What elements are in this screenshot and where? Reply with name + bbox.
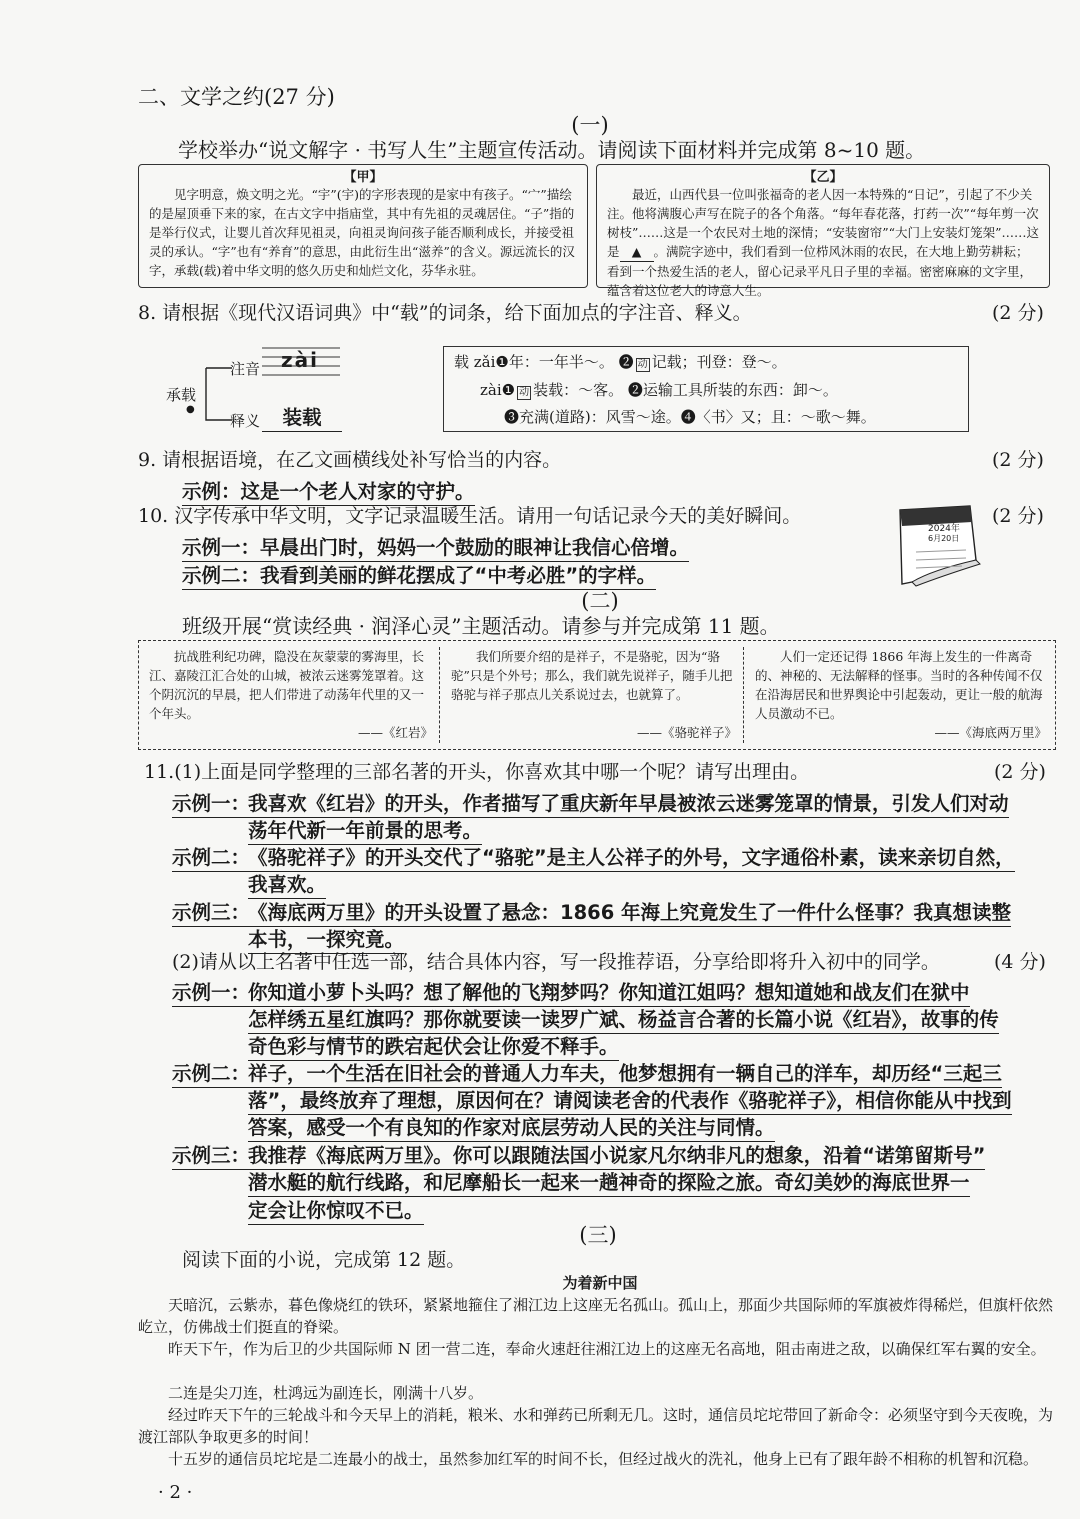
calendar-date: 6月20日 <box>928 534 960 543</box>
q11-p1-example2-label: 示例二： <box>172 842 250 872</box>
q11-p2-example1-line2: 怎样绣五星红旗吗？那你就要读一读罗广斌、杨益言合著的长篇小说《红岩》，故事的传 <box>248 1004 999 1034</box>
q10-example-1: 示例一：早晨出门时，妈妈一个鼓励的眼神让我信心倍增。 <box>182 532 689 562</box>
section-title: 二、文学之约(27 分) <box>138 85 335 109</box>
story-paragraph-4: 经过昨天下午的三轮战斗和今天早上的消耗，粮米、水和弹药已所剩无几。这时，通信员坨坨带回了新命令：必须坚守到今天夜晚，为渡江部队争取更多的时间！ <box>138 1406 1054 1446</box>
material-yi-text <box>607 185 1041 300</box>
q11-p2-example2-line3: 答案，感受一个有良知的作家对底层劳动人民的关注与同情。 <box>248 1112 775 1142</box>
q11-p2-example3-line2: 潜水艇的航行线路，和尼摩船长一起来一趟神奇的探险之旅。奇幻美妙的海底世界一 <box>248 1167 970 1197</box>
q11-part1-text: 11.(1)上面是同学整理的三部名著的开头，你喜欢其中哪一个呢？请写出理由。 <box>144 761 810 783</box>
divider <box>439 647 441 743</box>
excerpt-hongyan-source: ——《红岩》 <box>357 725 433 740</box>
dict-line-1: 载 zǎi❶年：一年半～。 ❷ 动 记载；刊登：登～。 <box>454 353 787 371</box>
excerpt-haidi: 人们一定还记得 1866 年海上发生的一件离奇的、神秘的、无法解释的怪事。当时的各种传闻不仅在沿海居民和世界舆论中引起轰动，更让一般的航海人员激动不已。 <box>755 649 1043 721</box>
part2-title: (二) <box>581 589 619 613</box>
excerpt-luotuo: 我们所要介绍的是祥子，不是骆驼，因为“骆驼”只是个外号；那么，我们就先说祥子，随手儿把骆驼与祥子那点儿关系说过去，也就算了。 <box>451 649 733 702</box>
q11-p2-example1-line3: 奇色彩与情节的跌宕起伏会让你爱不释手。 <box>248 1031 619 1061</box>
meaning-answer: 装载 <box>262 402 342 432</box>
classics-opening-box <box>138 640 1056 750</box>
story-paragraph-5: 十五岁的通信员坨坨是二连最小的战士，虽然参加红军的时间不长，但经过战火的洗礼，他身上已有了跟年龄不相称的机智和沉稳。 <box>168 1450 1039 1468</box>
page-number: · 2 · <box>158 1482 193 1503</box>
meaning-label: 释义 <box>230 412 261 430</box>
q11-p1-example3-label: 示例三： <box>172 897 250 927</box>
q8-word: 承载 <box>166 386 197 404</box>
q11-part1-score: (2 分) <box>994 761 1046 783</box>
q11-p1-example1-line1: 我喜欢《红岩》的开头，作者描写了重庆新年早晨被浓云迷雾笼罩的情景，引发人们对动 <box>248 788 1009 818</box>
q11-p2-example2-line1: 祥子，一个生活在旧社会的普通人力车夫，他梦想拥有一辆自己的洋车，却历经“三起三 <box>248 1058 1002 1088</box>
q9-text: 9. 请根据语境，在乙文画横线处补写恰当的内容。 <box>138 449 562 471</box>
material-yi-label: 【乙】 <box>803 170 843 185</box>
q11-p2-example2-label: 示例二： <box>172 1058 250 1088</box>
q11-p2-example2-line2: 落”，最终放弃了理想，原因何在？请阅读老舍的代表作《骆驼祥子》，相信你能从中找到 <box>248 1085 1012 1115</box>
q11-part2-text: (2)请从以上名著中任选一部，结合具体内容，写一段推荐语，分享给即将升入初中的同学。 <box>172 951 940 973</box>
story-paragraph-3: 二连是尖刀连，杜鸿远为副连长，刚满十八岁。 <box>168 1384 484 1402</box>
pinyin-answer: zài <box>281 348 319 372</box>
q11-p1-example2-line1: 《骆驼祥子》的开头交代了“骆驼”是主人公祥子的外号，文字通俗朴素，读来亲切自然， <box>248 842 1015 872</box>
q11-p2-example3-line1: 我推荐《海底两万里》。你可以跟随法国小说家凡尔纳非凡的想象，沿着“诺第留斯号” <box>248 1140 985 1170</box>
q11-p1-example3-line1: 《海底两万里》的开头设置了悬念：1866 年海上究竟发生了一件什么怪事？我真想读整 <box>248 897 1011 927</box>
material-yi-text-1: 最近，山西代县一位叫张福奇的老人因一本特殊的“日记”，引起了不少关注。他将满腹心声写在院子的各个角落。“每年春花落，打药一次”“每年剪一次树枝”……这是一个农民对土地的深情；“安装窗帘”“大门上安装灯笼架”……这是 <box>607 187 1039 259</box>
q11-p1-example1-label: 示例一： <box>172 788 250 818</box>
dictionary-entry-box <box>443 346 969 432</box>
excerpt-hongyan: 抗战胜利纪功碑，隐没在灰蒙蒙的雾海里，长江、嘉陵江汇合处的山城，被浓云迷雾笼罩着。这个阴沉沉的早晨，把人们带进了动荡年代里的又一个年头。 <box>149 649 425 721</box>
calendar-year: 2024年 <box>928 524 960 534</box>
part3-title: (三) <box>579 1223 617 1247</box>
excerpt-haidi-source: ——《海底两万里》 <box>934 725 1047 740</box>
q11-p2-example1-line1: 你知道小萝卜头吗？想了解他的飞翔梦吗？你知道江姐吗？想知道她和战友们在狱中 <box>248 977 970 1007</box>
divider <box>743 647 745 743</box>
story-title: 为着新中国 <box>562 1274 638 1292</box>
q10-example-2: 示例二：我看到美丽的鲜花摆成了“中考必胜”的字样。 <box>182 560 656 590</box>
q11-p1-example3-line2: 本书，一探究竟。 <box>248 924 404 954</box>
q11-p1-example2-line2: 我喜欢。 <box>248 869 326 899</box>
dict-line-3: ❸充满(道路)：风雪～途。❹〈书〉又；且：～歌～舞。 <box>504 408 876 426</box>
calendar-icon <box>892 500 984 590</box>
q11-p2-example3-label: 示例三： <box>172 1140 250 1170</box>
q9-score: (2 分) <box>992 449 1044 471</box>
material-jia-label: 【甲】 <box>343 170 383 185</box>
q11-part2-score: (4 分) <box>994 951 1046 973</box>
part3-intro: 阅读下面的小说，完成第 12 题。 <box>182 1249 466 1271</box>
q8-text: 8. 请根据《现代汉语词典》中“载”的词条，给下面加点的字注音、释义。 <box>138 302 752 324</box>
excerpt-luotuo-source: ——《骆驼祥子》 <box>636 725 737 740</box>
q9-example: 示例：这是一个老人对家的守护。 <box>182 476 475 506</box>
q11-p2-example1-label: 示例一： <box>172 977 250 1007</box>
material-yi-blank: ▲ <box>620 242 654 262</box>
dict-line-2: zài❶ 动 装载：～客。 ❷运输工具所装的东西：卸～。 <box>480 381 838 399</box>
emphasis-dot-icon: ● <box>186 404 195 415</box>
part2-intro: 班级开展“赏读经典 · 润泽心灵”主题活动。请参与并完成第 11 题。 <box>182 614 780 638</box>
pinyin-four-lines <box>262 346 342 378</box>
part1-title: (一) <box>571 113 609 137</box>
story-paragraph-2: 昨天下午，作为后卫的少共国际师 N 团一营二连，奉命火速赶往湘江边上的这座无名高地，阻击南进之敌，以确保红军右翼的安全。 <box>168 1340 1046 1358</box>
pinyin-label: 注音 <box>230 360 261 378</box>
story-paragraph-1: 天暗沉，云紫赤，暮色像烧红的铁环，紧紧地箍住了湘江边上这座无名孤山。孤山上，那面少共国际师的军旗被炸得稀烂，但旗杆依然屹立，仿佛战士们挺直的脊梁。 <box>138 1296 1054 1336</box>
q10-score: (2 分) <box>992 505 1044 527</box>
material-yi-text-2: 。满院字迹中，我们看到一位栉风沐雨的农民，在大地上勤劳耕耘；看到一个热爱生活的老人，留心记录平凡日子里的幸福。密密麻麻的文字里，蕴含着这位老人的诗意人生。 <box>607 244 1033 298</box>
part1-intro: 学校举办“说文解字 · 书写人生”主题宣传活动。请阅读下面材料并完成第 8~10 题。 <box>178 138 926 162</box>
q11-p1-example1-line2: 荡年代新一年前景的思考。 <box>248 815 482 845</box>
q11-p2-example3-line3: 定会让你惊叹不已。 <box>248 1195 424 1225</box>
q10-text: 10. 汉字传承中华文明，文字记录温暖生活。请用一句话记录今天的美好瞬间。 <box>138 505 802 527</box>
material-jia-box <box>138 164 588 288</box>
material-jia-text: 见字明意，焕文明之光。“宇”(宇)的字形表现的是家中有孩子。“宀”描绘的是屋顶垂下来的家，在古文字中指庙堂，其中有先祖的灵魂居住。“子”指的是举行仪式，让婴儿首次拜见祖灵，向祖灵询问孩子能否顺利成长，并接受祖灵的承认。“字”也有“养育”的意思，由此衍生出“滋养”的含义。源远流长的汉字，承载(载)着中华文明的悠久历史和灿烂文化，芬华永驻。 <box>149 187 575 278</box>
material-yi-box <box>596 164 1050 298</box>
q8-score: (2 分) <box>992 302 1044 324</box>
